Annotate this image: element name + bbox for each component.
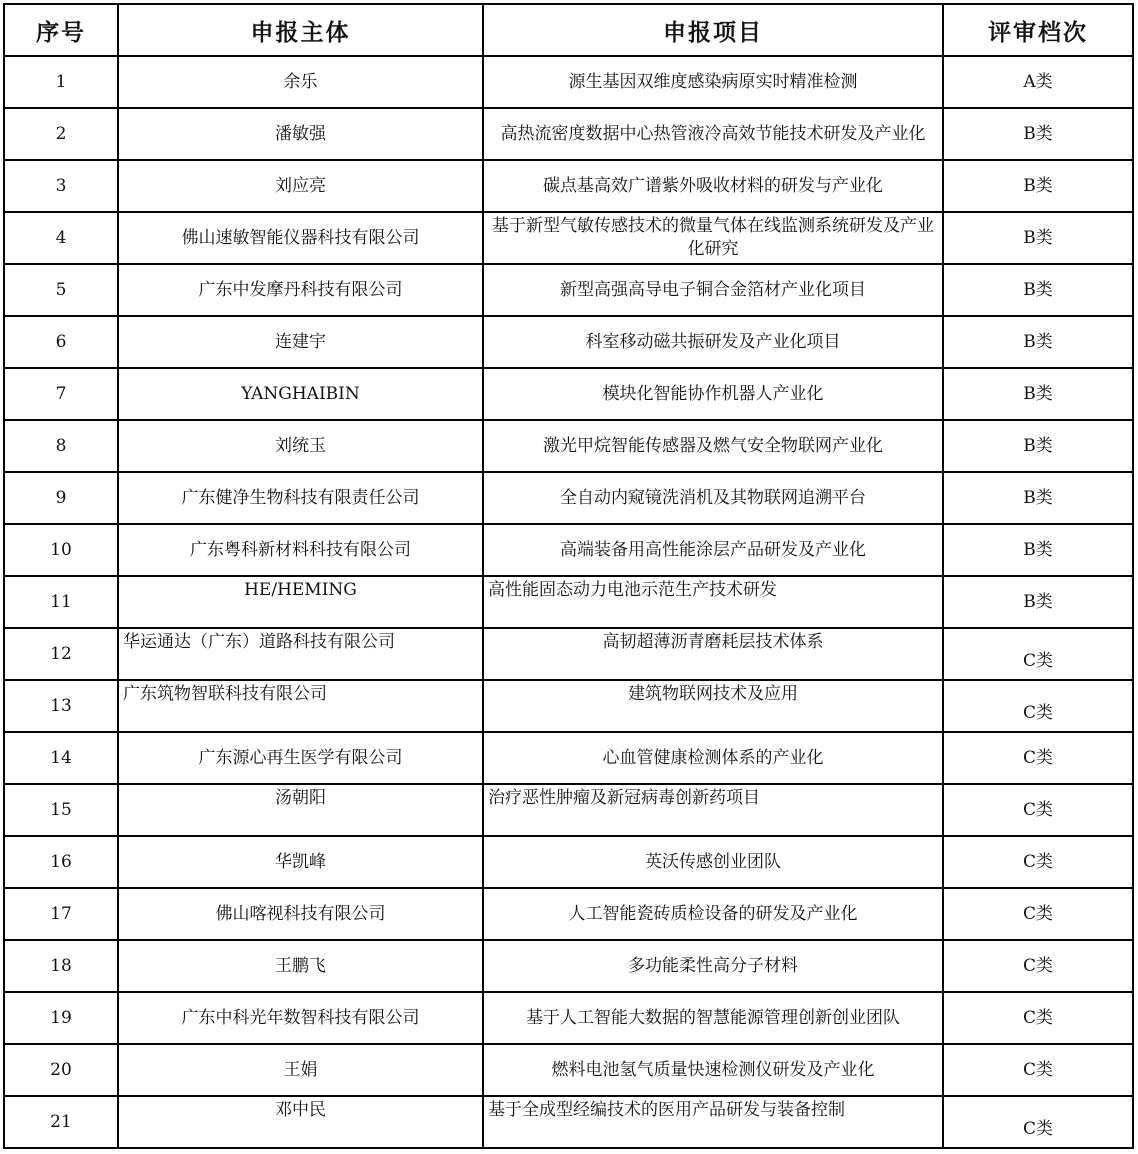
header-num: 序号	[4, 4, 118, 56]
row-subject: 华运通达（广东）道路科技有限公司	[118, 628, 483, 680]
row-project: 高韧超薄沥青磨耗层技术体系	[483, 628, 943, 680]
row-grade: C类	[943, 992, 1133, 1044]
header-grade: 评审档次	[943, 4, 1133, 56]
row-project: 英沃传感创业团队	[483, 836, 943, 888]
row-project: 基于新型气敏传感技术的微量气体在线监测系统研发及产业化研究	[483, 212, 943, 264]
row-project: 人工智能瓷砖质检设备的研发及产业化	[483, 888, 943, 940]
row-grade: B类	[943, 212, 1133, 264]
row-subject: 广东源心再生医学有限公司	[118, 732, 483, 784]
table-row	[4, 472, 1133, 524]
row-grade: C类	[943, 1044, 1133, 1096]
row-subject: HE/HEMING	[118, 576, 483, 628]
table-row	[4, 940, 1133, 992]
row-num: 17	[4, 888, 118, 940]
row-num: 3	[4, 160, 118, 212]
row-subject: 广东粤科新材料科技有限公司	[118, 524, 483, 576]
row-num: 20	[4, 1044, 118, 1096]
row-grade: B类	[943, 368, 1133, 420]
row-num: 4	[4, 212, 118, 264]
row-num: 8	[4, 420, 118, 472]
table-row	[4, 888, 1133, 940]
table-row	[4, 628, 1133, 680]
table-row	[4, 576, 1133, 628]
row-subject: 广东健净生物科技有限责任公司	[118, 472, 483, 524]
table-row	[4, 368, 1133, 420]
table-row	[4, 784, 1133, 836]
header-project: 申报项目	[483, 4, 943, 56]
row-num: 19	[4, 992, 118, 1044]
row-grade: C类	[943, 836, 1133, 888]
row-project: 激光甲烷智能传感器及燃气安全物联网产业化	[483, 420, 943, 472]
row-project: 碳点基高效广谱紫外吸收材料的研发与产业化	[483, 160, 943, 212]
row-subject: 邓中民	[118, 1096, 483, 1148]
table-row	[4, 524, 1133, 576]
table-row	[4, 1096, 1133, 1148]
row-project: 源生基因双维度感染病原实时精准检测	[483, 56, 943, 108]
row-num: 16	[4, 836, 118, 888]
row-grade: B类	[943, 420, 1133, 472]
row-subject: 佛山喀视科技有限公司	[118, 888, 483, 940]
row-subject: YANGHAIBIN	[118, 368, 483, 420]
header-row	[4, 4, 1133, 56]
row-subject: 王娟	[118, 1044, 483, 1096]
row-num: 6	[4, 316, 118, 368]
row-subject: 潘敏强	[118, 108, 483, 160]
table-row	[4, 1044, 1133, 1096]
row-project: 心血管健康检测体系的产业化	[483, 732, 943, 784]
row-grade: B类	[943, 264, 1133, 316]
row-project: 高性能固态动力电池示范生产技术研发	[483, 576, 943, 628]
row-grade: C类	[943, 1096, 1133, 1148]
row-grade: B类	[943, 316, 1133, 368]
row-num: 18	[4, 940, 118, 992]
row-subject: 广东中发摩丹科技有限公司	[118, 264, 483, 316]
row-project: 新型高强高导电子铜合金箔材产业化项目	[483, 264, 943, 316]
table-row	[4, 420, 1133, 472]
table-row	[4, 160, 1133, 212]
row-subject: 广东中科光年数智科技有限公司	[118, 992, 483, 1044]
row-project: 建筑物联网技术及应用	[483, 680, 943, 732]
row-num: 12	[4, 628, 118, 680]
row-project: 治疗恶性肿瘤及新冠病毒创新药项目	[483, 784, 943, 836]
row-num: 9	[4, 472, 118, 524]
row-project: 科室移动磁共振研发及产业化项目	[483, 316, 943, 368]
row-project: 全自动内窥镜洗消机及其物联网追溯平台	[483, 472, 943, 524]
row-subject: 刘统玉	[118, 420, 483, 472]
row-grade: C类	[943, 940, 1133, 992]
row-grade: B类	[943, 160, 1133, 212]
row-grade: C类	[943, 680, 1133, 732]
row-num: 7	[4, 368, 118, 420]
row-num: 2	[4, 108, 118, 160]
review-results-table	[3, 3, 1134, 1149]
row-grade: C类	[943, 888, 1133, 940]
row-grade: B类	[943, 524, 1133, 576]
row-num: 15	[4, 784, 118, 836]
row-project: 高热流密度数据中心热管液冷高效节能技术研发及产业化	[483, 108, 943, 160]
row-num: 1	[4, 56, 118, 108]
row-grade: C类	[943, 784, 1133, 836]
row-grade: C类	[943, 628, 1133, 680]
row-project: 基于全成型经编技术的医用产品研发与装备控制	[483, 1096, 943, 1148]
row-grade: B类	[943, 576, 1133, 628]
row-subject: 刘应亮	[118, 160, 483, 212]
row-project: 模块化智能协作机器人产业化	[483, 368, 943, 420]
table-row	[4, 108, 1133, 160]
row-grade: B类	[943, 472, 1133, 524]
row-grade: A类	[943, 56, 1133, 108]
row-subject: 连建宇	[118, 316, 483, 368]
row-grade: C类	[943, 732, 1133, 784]
row-num: 10	[4, 524, 118, 576]
row-subject: 王鹏飞	[118, 940, 483, 992]
table-row	[4, 316, 1133, 368]
row-num: 5	[4, 264, 118, 316]
row-grade: B类	[943, 108, 1133, 160]
table-row	[4, 732, 1133, 784]
header-subject: 申报主体	[118, 4, 483, 56]
row-num: 21	[4, 1096, 118, 1148]
table-row	[4, 992, 1133, 1044]
row-subject: 余乐	[118, 56, 483, 108]
row-num: 14	[4, 732, 118, 784]
row-subject: 华凯峰	[118, 836, 483, 888]
row-project: 燃料电池氢气质量快速检测仪研发及产业化	[483, 1044, 943, 1096]
table-row	[4, 836, 1133, 888]
row-project: 多功能柔性高分子材料	[483, 940, 943, 992]
row-project: 高端装备用高性能涂层产品研发及产业化	[483, 524, 943, 576]
row-num: 13	[4, 680, 118, 732]
table-row	[4, 212, 1133, 264]
table-row	[4, 56, 1133, 108]
row-project: 基于人工智能大数据的智慧能源管理创新创业团队	[483, 992, 943, 1044]
row-subject: 汤朝阳	[118, 784, 483, 836]
table-row	[4, 264, 1133, 316]
table-row	[4, 680, 1133, 732]
row-num: 11	[4, 576, 118, 628]
row-subject: 广东筑物智联科技有限公司	[118, 680, 483, 732]
row-subject: 佛山速敏智能仪器科技有限公司	[118, 212, 483, 264]
